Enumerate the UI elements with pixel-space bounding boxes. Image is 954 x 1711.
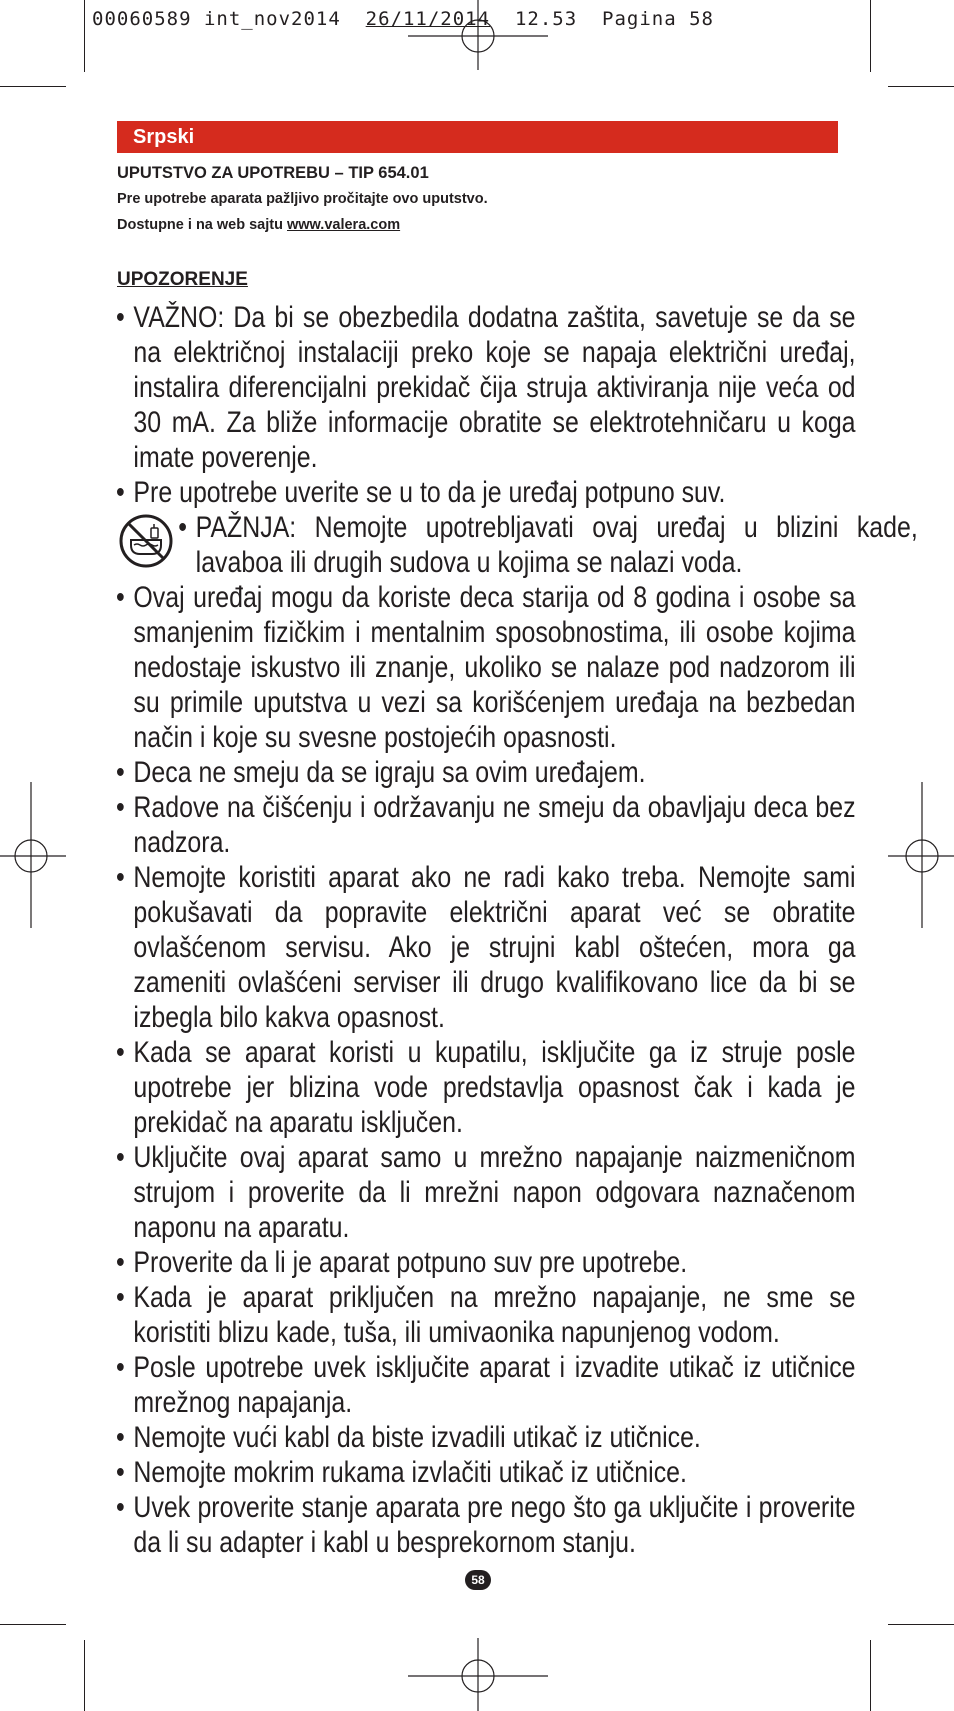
- slug-time: 12.53: [514, 8, 578, 30]
- crop-mark: [0, 1624, 66, 1625]
- bullet: •: [116, 301, 125, 334]
- crop-mark: [870, 0, 871, 72]
- list-item: • Posle upotrebe uvek isključite aparat i izvadite utikač iz utičnice mrežnog napajanja.: [116, 1351, 856, 1419]
- bullet: •: [116, 791, 125, 824]
- list-item: • VAŽNO: Da bi se obezbedila dodatna zaštita, savetuje se da se na električnoj instalaciji preko koje se napaja električni uređaj, instalira diferencijalni prekidač čija struja aktiviranja nije veća od 30 mA. Za bliže informacije obratite se elektrotehničaru u koga imate poverenje.: [116, 301, 856, 474]
- bullet: •: [116, 861, 125, 894]
- list-item: • Kada se aparat koristi u kupatilu, isključite ga iz struje posle upotrebe jer blizina vode predstavlja opasnost čak i kada je prekidač na aparatu isključen.: [116, 1036, 856, 1139]
- list-item: • Uvek proverite stanje aparata pre nego što ga uključite i proverite da li su adapter i kabl u besprekornom stanju.: [116, 1491, 856, 1559]
- registration-mark-bottom: [408, 1638, 548, 1711]
- list-item: • Proverite da li je aparat potpuno suv pre upotrebe.: [116, 1246, 688, 1279]
- crop-mark: [84, 1640, 85, 1711]
- bullet: •: [116, 1036, 125, 1069]
- bullet: •: [178, 511, 187, 544]
- manual-title: UPUTSTVO ZA UPOTREBU – TIP 654.01: [117, 164, 429, 182]
- warning-list: [116, 300, 918, 1560]
- registration-mark-left: [0, 782, 66, 928]
- crop-mark: [84, 0, 85, 72]
- language-tab: Srpski: [117, 121, 838, 153]
- bullet: •: [116, 1246, 125, 1279]
- bullet: •: [116, 1141, 125, 1174]
- web-prefix: Dostupne i na web sajtu: [117, 217, 283, 233]
- list-item: • Pre upotrebe uverite se u to da je uređaj potpuno suv.: [116, 476, 726, 509]
- web-availability: [117, 217, 400, 233]
- crop-mark: [888, 1624, 954, 1625]
- registration-mark-top: [408, 0, 548, 72]
- bullet: •: [116, 1421, 125, 1454]
- list-item: • PAŽNJA: Nemojte upotrebljavati ovaj uređaj u blizini kade, lavaboa ili drugih sudova u kojima se nalazi voda.: [178, 511, 918, 579]
- registration-mark-right: [888, 782, 954, 928]
- read-instruction: Pre upotrebe aparata pažljivo pročitajte ovo uputstvo.: [117, 191, 488, 207]
- page-number: 58: [465, 1570, 491, 1590]
- crop-mark: [0, 86, 66, 87]
- crop-mark: [888, 86, 954, 87]
- bullet: •: [116, 1351, 125, 1384]
- list-item: • Nemojte koristiti aparat ako ne radi kako treba. Nemojte sami pokušavati da popravite električni aparat već se obratite ovlašćenom servisu. Ako je strujni kabl oštećen, mora ga zameniti ovlašćeni serviser ili drugo kvalifikovano lice da bi se izbegla bilo kakva opasnost.: [116, 861, 856, 1034]
- bullet: •: [116, 1491, 125, 1524]
- slug-page: Pagina 58: [602, 8, 714, 30]
- warning-title: UPOZORENJE: [117, 269, 248, 290]
- crop-mark: [870, 1640, 871, 1711]
- bullet: •: [116, 1281, 125, 1314]
- list-item: • Deca ne smeju da se igraju sa ovim uređajem.: [116, 756, 646, 789]
- bullet: •: [116, 1456, 125, 1489]
- bullet: •: [116, 476, 125, 509]
- list-item: • Nemojte mokrim rukama izvlačiti utikač iz utičnice.: [116, 1456, 687, 1489]
- list-item: • Uključite ovaj aparat samo u mrežno napajanje naizmeničnom strujom i proverite da li mrežni napon odgovara naznačenom naponu na aparatu.: [116, 1141, 856, 1244]
- list-item: • Nemojte vući kabl da biste izvadili utikač iz utičnice.: [116, 1421, 701, 1454]
- bullet: •: [116, 756, 125, 789]
- list-item: • Kada je aparat priključen na mrežno napajanje, ne sme se koristiti blizu kade, tuša, ili umivaonika napunjenog vodom.: [116, 1281, 856, 1349]
- list-item: • Radove na čišćenju i održavanju ne smeju da obavljaju deca bez nadzora.: [116, 791, 856, 859]
- bullet: •: [116, 581, 125, 614]
- slug-file: 00060589 int_nov2014: [92, 8, 341, 30]
- web-link[interactable]: www.valera.com: [287, 217, 401, 233]
- print-slug: [92, 8, 714, 30]
- slug-date: 26/11/2014: [365, 8, 491, 30]
- list-item: • Ovaj uređaj mogu da koriste deca starija od 8 godina i osobe sa smanjenim fizičkim i mentalnim sposobnostima, ili osobe kojima nedostaje iskustvo ili znanje, ukoliko se nalaze pod nadzorom ili su primile uputstva u vezi sa korišćenjem uređaja na bezbedan način i koje su svesne postojećih opasnosti.: [116, 581, 856, 754]
